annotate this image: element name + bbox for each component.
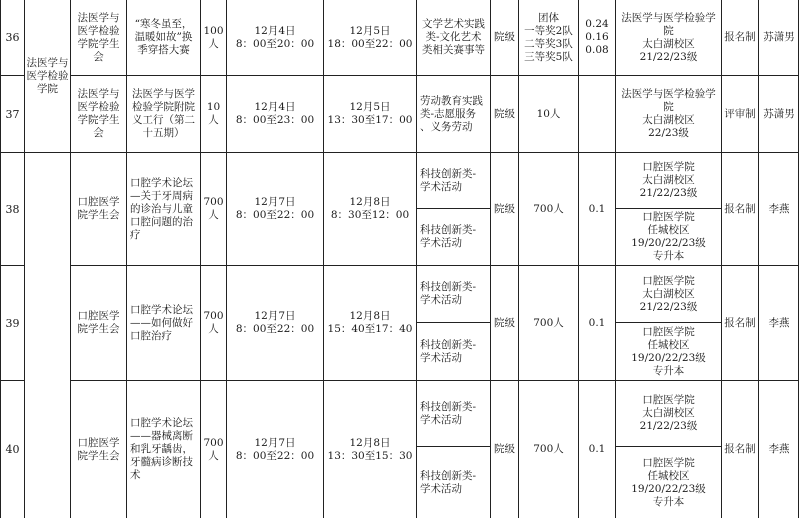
signup-time: 12月4日 8：00至23：00 [235, 101, 315, 126]
contact-person: 苏潇男 [763, 107, 795, 120]
row-number: 36 [5, 31, 20, 44]
organizer: 法医学与 医学检验 学院学生 会 [77, 88, 120, 139]
row-divider [0, 75, 25, 76]
selection-mode: 报名制 [724, 31, 756, 43]
activity-category: 科技创新类- 学术活动 [420, 281, 477, 306]
column-divider [578, 0, 579, 518]
signup-time: 12月7日 8：00至22：00 [235, 436, 315, 462]
signup-time: 12月4日 8：00至20：00 [235, 24, 315, 50]
selection-mode: 报名制 [724, 202, 756, 215]
target-audience: 口腔医学院 任城校区 19/20/22/23级 专升本 [631, 211, 706, 262]
column-divider [0, 0, 1, 518]
credit [579, 76, 615, 152]
row-number: 40 [5, 443, 20, 456]
participant-count: 10人 [206, 101, 221, 126]
column-divider [721, 0, 722, 518]
activity-level: 院级 [494, 31, 515, 43]
quota: 700人 [533, 202, 564, 215]
participant-count: 700 人 [203, 196, 224, 221]
credit: 0.1 [588, 202, 606, 215]
activity-title: “寒冬虽至， 温暖如故”换 季穿搭大赛 [134, 18, 193, 56]
subrow-divider [615, 208, 722, 209]
activity-category: 劳动教育实践 类-志愿服务 、义务劳动 [420, 94, 483, 133]
participant-count: 100 人 [203, 24, 224, 50]
activity-time: 12月8日 13：30至15：30 [327, 436, 413, 462]
college-name: 法医学与 医学检验 学院 [26, 56, 69, 95]
activity-title: 口腔学术论坛 —关于牙周病 的诊治与儿童 口腔问题的治 疗 [130, 176, 193, 241]
target-audience: 口腔医学院 太白湖校区 21/22/23级 [639, 274, 698, 313]
column-divider [226, 0, 227, 518]
row-divider [0, 265, 25, 266]
target-audience: 法医学与医学检验学院 太白湖校区 21/22/23级 [621, 11, 716, 63]
subrow-divider [416, 446, 491, 447]
activity-category: 科技创新类- 学术活动 [420, 338, 477, 364]
contact-person: 苏潇男 [763, 31, 795, 43]
quota: 700人 [533, 316, 564, 329]
subrow-divider [615, 322, 722, 323]
contact-person: 李燕 [768, 443, 790, 455]
activity-title: 法医学与医学 检验学院附院 义工行（第二 十五期） [132, 88, 195, 139]
selection-mode: 报名制 [724, 443, 756, 455]
activity-level: 院级 [494, 107, 515, 120]
subrow-divider [615, 446, 722, 447]
credit: 0.1 [588, 443, 606, 455]
participant-count: 700 人 [203, 310, 224, 335]
column-divider [518, 0, 519, 518]
column-divider [323, 0, 324, 518]
activity-time: 12月8日 8：30至12：00 [330, 196, 410, 221]
subrow-divider [416, 208, 491, 209]
column-divider [416, 0, 417, 518]
contact-person: 李燕 [768, 202, 790, 215]
column-divider [70, 0, 71, 518]
column-divider [758, 0, 759, 518]
selection-mode: 评审制 [724, 107, 756, 120]
row-number: 37 [5, 107, 20, 121]
credit: 0.24 0.16 0.08 [585, 18, 609, 56]
organizer: 口腔医学 院学生会 [77, 436, 120, 462]
activity-category: 科技创新类- 学术活动 [420, 224, 477, 249]
target-audience: 口腔医学院 太白湖校区 21/22/23级 [639, 161, 698, 199]
column-divider [490, 0, 491, 518]
activity-title: 口腔学术论坛 ——器械离断 和乳牙龋齿， 牙髓病诊断技 术 [130, 417, 193, 481]
participant-count: 700 人 [203, 436, 224, 462]
column-divider [615, 0, 616, 518]
row-divider [0, 380, 25, 381]
target-audience: 法医学与医学检验学 院 太白湖校区 22/23级 [621, 88, 716, 139]
activity-category: 科技创新类- 学术活动 [420, 400, 477, 426]
quota: 10人 [536, 107, 561, 120]
subrow-divider [416, 322, 491, 323]
activity-category: 科技创新类- 学术活动 [420, 167, 477, 193]
signup-time: 12月7日 8：00至22：00 [235, 196, 315, 221]
selection-mode: 报名制 [724, 316, 756, 329]
signup-time: 12月7日 8：00至22：00 [235, 310, 315, 335]
activity-time: 12月5日 13：30至17：00 [327, 101, 413, 126]
row-divider [70, 380, 799, 381]
column-divider [24, 0, 25, 518]
activity-level: 院级 [494, 202, 515, 215]
credit: 0.1 [588, 316, 606, 329]
activity-level: 院级 [494, 316, 515, 329]
activity-category: 文学艺术实践 类-文化艺术 类相关赛事等 [422, 18, 485, 56]
contact-person: 李燕 [768, 316, 790, 329]
row-divider [0, 152, 799, 153]
target-audience: 口腔医学院 太白湖校区 21/22/23级 [639, 394, 698, 432]
activity-title: 口腔学术论坛 ——如何做好 口腔治疗 [130, 303, 193, 342]
target-audience: 口腔医学院 任城校区 19/20/22/23级 专升本 [631, 325, 706, 377]
row-number: 39 [5, 316, 20, 330]
row-number: 38 [5, 202, 20, 216]
activity-time: 12月5日 18：00至22：00 [327, 24, 413, 50]
quota: 团体 一等奖2队 二等奖3队 三等奖5队 [524, 11, 573, 63]
organizer: 法医学与 医学检验 学院学生 会 [77, 11, 120, 63]
activity-time: 12月8日 15：40至17：40 [327, 310, 413, 335]
target-audience: 口腔医学院 任城校区 19/20/22/23级 专升本 [631, 456, 706, 508]
column-divider [126, 0, 127, 518]
organizer: 口腔医学 院学生会 [77, 196, 120, 221]
activity-level: 院级 [494, 443, 515, 455]
organizer: 口腔医学 院学生会 [77, 310, 120, 335]
activity-category: 科技创新类- 学术活动 [420, 469, 477, 495]
column-divider [200, 0, 201, 518]
row-divider [70, 265, 799, 266]
row-divider [70, 75, 799, 76]
quota: 700人 [533, 443, 564, 455]
